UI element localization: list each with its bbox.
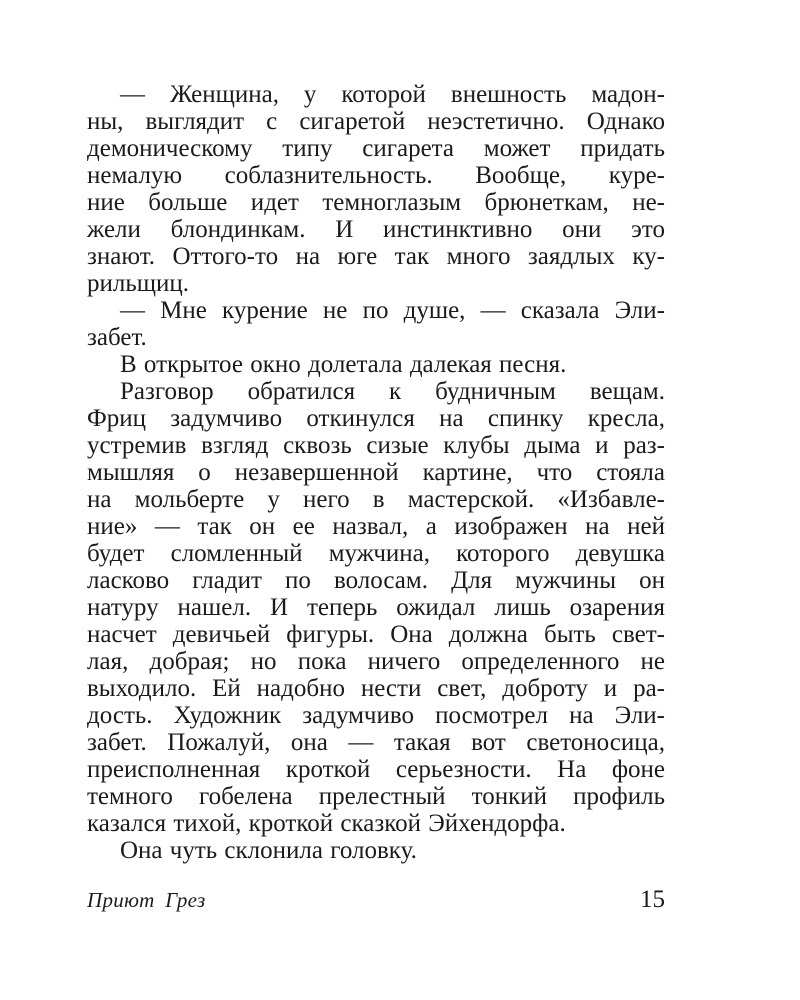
text-line: устремив взгляд сквозь сизые клубы дыма и раз- (87, 432, 665, 459)
text-line: ласково гладит по волосам. Для мужчины он (87, 567, 665, 594)
text-line: темного гобелена прелестный тонкий профиль (87, 783, 665, 810)
text-line: Разговор обратился к будничным вещам. (120, 378, 665, 405)
text-line: В открытое окно долетала далекая песня. (120, 351, 567, 378)
text-line: будет сломленный мужчина, которого девушка (87, 540, 665, 567)
text-line: демоническому типу сигарета может придать (87, 135, 665, 162)
text-line: Фриц задумчиво откинулся на спинку кресла, (87, 405, 665, 432)
text-line: выходило. Ей надобно нести свет, доброту и ра- (87, 675, 665, 702)
page-footer (87, 886, 665, 914)
text-line: немалую соблазнительность. Вообще, куре- (87, 162, 665, 189)
text-line: лая, добрая; но пока ничего определенного не (87, 648, 665, 675)
text-line: преисполненная кроткой серьезности. На фоне (87, 756, 665, 783)
text-line: ны, выглядит с сигаретой неэстетично. Однако (87, 108, 665, 135)
text-line: жели блондинкам. И инстинктивно они это (87, 216, 665, 243)
text-line: натуру нашел. И теперь ожидал лишь озарения (87, 594, 665, 621)
text-line: казался тихой, кроткой сказкой Эйхендорфа. (87, 810, 566, 837)
text-line: дость. Художник задумчиво посмотрел на Эли- (87, 702, 665, 729)
text-line: насчет девичьей фигуры. Она должна быть свет- (87, 621, 665, 648)
text-line: — Женщина, у которой внешность мадон- (120, 81, 665, 108)
text-line: на мольберте у него в мастерской. «Избавле- (87, 486, 665, 513)
text-line: забет. (87, 324, 147, 351)
text-line: Она чуть склонила головку. (120, 837, 417, 864)
text-line: мышляя о незавершенной картине, что стояла (87, 459, 665, 486)
text-line: ние больше идет темноглазым брюнеткам, не- (87, 189, 665, 216)
text-line: забет. Пожалуй, она — такая вот светоносица, (87, 729, 665, 756)
text-line: знают. Оттого-то на юге так много заядлых ку- (87, 243, 665, 270)
text-block (87, 81, 665, 864)
text-line: ние» — так он ее назвал, а изображен на ней (87, 513, 665, 540)
running-title: Приют Грез (87, 888, 206, 912)
text-line: рильщиц. (87, 270, 190, 297)
text-line: — Мне курение не по душе, — сказала Эли- (120, 297, 665, 324)
page-number: 15 (640, 886, 665, 913)
